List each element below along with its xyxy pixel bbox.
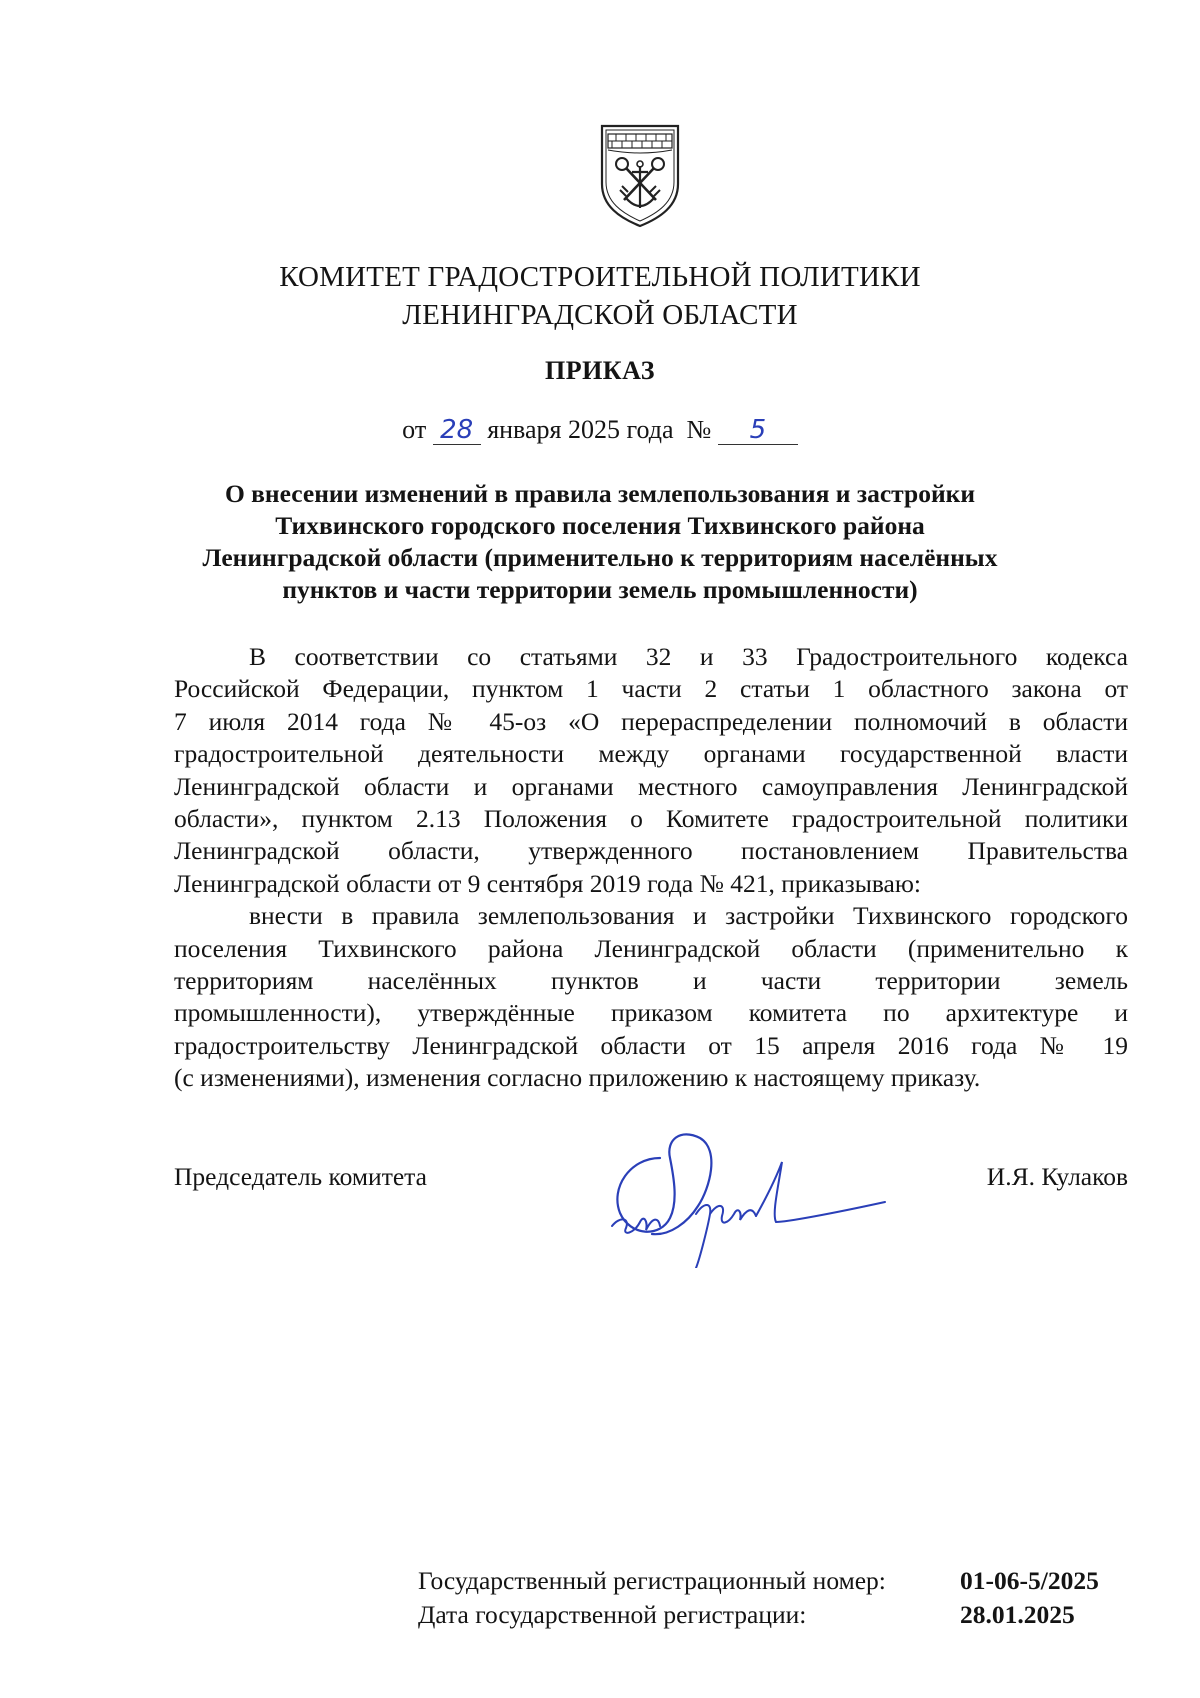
body-line: В соответствии со статьями 32 и 33 Градостроительного кодекса [249,642,1128,671]
body-line: Ленинградской области от 9 сентября 2019 года № 421, приказываю: [174,868,922,898]
subject-line: О внесении изменений в правила землепользования и застройки [224,479,976,508]
document-body [174,641,1128,1095]
registration-number-value: 01-06-5/2025 [960,1566,1099,1595]
number-sign: № [686,415,712,444]
body-line: 7 июля 2014 года № 45-оз «О перераспределении полномочий в области [174,706,1128,736]
signer-position: Председатель комитета [174,1162,427,1191]
body-line: промышленности), утверждённые приказом комитета по архитектуре и [174,998,1128,1028]
registration-number-label: Государственный регистрационный номер: [418,1566,886,1595]
handwritten-signature [600,1118,890,1268]
registration-number-row [418,1565,1118,1599]
body-line: градостроительству Ленинградской области от 15 апреля 2016 года № 19 [174,1030,1128,1060]
coat-of-arms-icon [598,122,682,228]
body-line: градостроительной деятельности между органами государственной власти [174,739,1128,769]
body-line: поселения Тихвинского района Ленинградской области (применительно к [174,933,1128,963]
organization-name [0,258,1200,334]
body-line: территориям населённых пунктов и части территории земель [174,966,1128,996]
date-prefix: от [402,415,427,444]
body-line: внести в правила землепользования и застройки Тихвинского городского [249,901,1128,931]
body-line: Российской Федерации, пунктом 1 части 2 статьи 1 областного закона от [174,674,1128,704]
subject-line: пунктов и части территории земель промышленности) [282,575,918,604]
date-number-line [0,415,1200,445]
body-line: Ленинградской области, утвержденного постановлением Правительства [174,836,1128,866]
paragraph-basis [174,641,1128,900]
registration-date-row [418,1599,1118,1633]
body-line: области», пунктом 2.13 Положения о Комитете градостроительной политики [174,804,1128,834]
subject-line: Ленинградской области (применительно к территориям населённых [202,543,998,572]
handwritten-number: 5 [718,416,798,445]
signer-name: И.Я. Кулаков [986,1162,1128,1191]
organization-line-2: ЛЕНИНГРАДСКОЙ ОБЛАСТИ [402,299,798,331]
body-line: (с изменениями), изменения согласно приложению к настоящему приказу. [174,1063,981,1093]
document-type: ПРИКАЗ [544,356,656,385]
subject-line: Тихвинского городского поселения Тихвинского района [275,511,925,540]
registration-date-label: Дата государственной регистрации: [418,1600,807,1629]
document-subject [150,478,1050,606]
registration-block [418,1565,1118,1633]
body-line: Ленинградской области и органами местного самоуправления Ленинградской [174,771,1128,801]
organization-line-1: КОМИТЕТ ГРАДОСТРОИТЕЛЬНОЙ ПОЛИТИКИ [279,261,921,293]
handwritten-day: 28 [433,416,481,445]
paragraph-order [174,900,1128,1094]
date-rest: января 2025 года [487,415,674,444]
registration-date-value: 28.01.2025 [960,1600,1075,1629]
